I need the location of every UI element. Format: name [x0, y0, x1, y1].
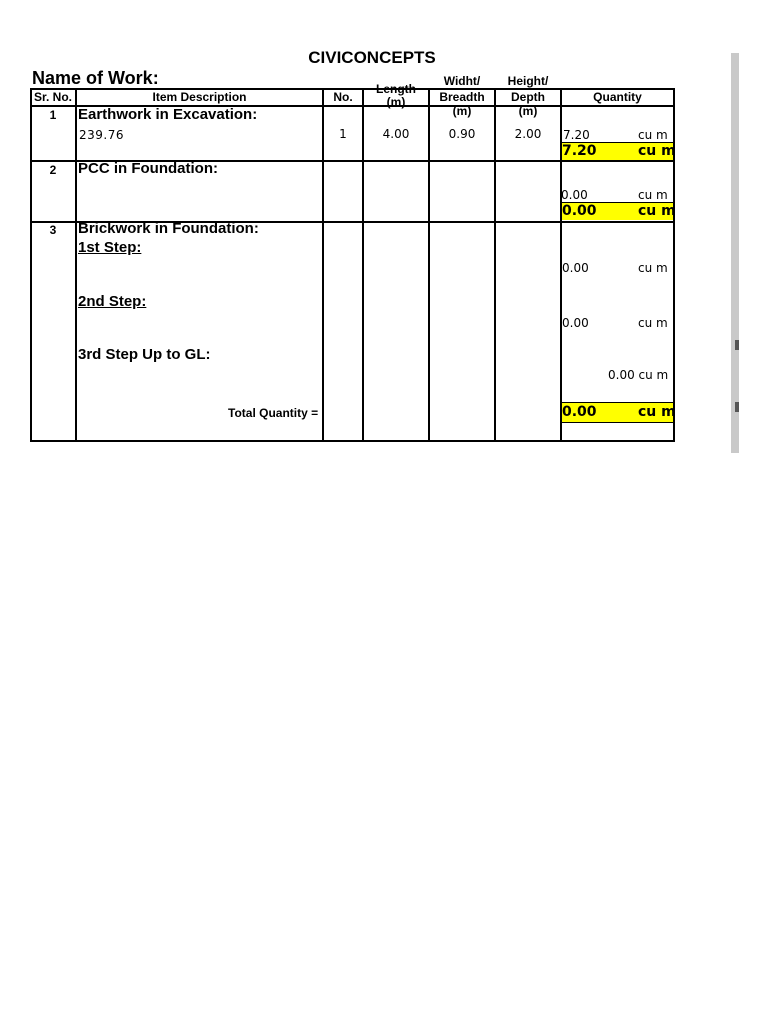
row3-step2-label: 2nd Step: [78, 293, 147, 310]
scrollbar-mark [735, 340, 739, 350]
qty-divider [560, 422, 675, 423]
row1-total-unit: cu m [638, 143, 676, 159]
row2-total-unit: cu m [638, 203, 676, 219]
total-quantity-label: Total Quantity = [228, 406, 319, 420]
column-divider [428, 88, 430, 442]
row3-step3-qty: 0.00 cu m [608, 368, 669, 382]
row3-step3-label: 3rd Step Up to GL: [78, 346, 211, 363]
row1-height: 2.00 [514, 127, 542, 141]
row2-qty-value: 0.00 [561, 188, 588, 202]
header-length-line1: Length [376, 82, 416, 96]
header-sr-no: Sr. No. [33, 90, 72, 104]
row1-no: 1 [339, 127, 347, 141]
row2-sr: 2 [49, 163, 57, 177]
header-height-line1: Height/ [507, 74, 549, 88]
row3-title: Brickwork in Foundation: [78, 220, 259, 237]
row1-subtext: 239.76 [79, 128, 124, 142]
table-border-bottom [30, 440, 675, 442]
row1-length: 4.00 [382, 127, 410, 141]
header-width [429, 75, 495, 118]
column-divider [75, 88, 77, 442]
row1-width: 0.90 [448, 127, 476, 141]
header-width-line2: Breadth [439, 90, 485, 104]
column-divider [494, 88, 496, 442]
row1-qty-unit: cu m [638, 128, 668, 142]
row1-total-value: 7.20 [562, 143, 597, 159]
row2-title: PCC in Foundation: [78, 160, 218, 177]
row3-step1-qty-value: 0.00 [562, 261, 589, 275]
column-divider [322, 88, 324, 442]
header-item-description: Item Description [152, 90, 247, 104]
name-of-work-label: Name of Work: [32, 68, 159, 88]
scrollbar-mark [735, 402, 739, 412]
table-border-left [30, 88, 32, 442]
column-divider [362, 88, 364, 442]
row3-step2-qty-unit: cu m [638, 316, 668, 330]
qty-divider [560, 402, 675, 403]
header-height [495, 75, 561, 118]
header-width-line3: (m) [452, 104, 472, 118]
row1-title: Earthwork in Excavation: [78, 106, 258, 123]
row3-total-value: 0.00 [562, 404, 597, 420]
row2-qty-unit: cu m [638, 188, 668, 202]
header-length-line2: (m) [386, 95, 406, 109]
row1-qty-value: 7.20 [563, 128, 590, 142]
header-length [363, 83, 429, 109]
row3-step1-qty-unit: cu m [638, 261, 668, 275]
row3-step2-qty-value: 0.00 [562, 316, 589, 330]
row1-sr: 1 [49, 108, 57, 122]
row2-total-value: 0.00 [562, 203, 597, 219]
header-quantity: Quantity [593, 90, 642, 104]
row3-sr: 3 [49, 223, 57, 237]
header-no: No. [333, 90, 353, 104]
scrollbar[interactable] [731, 53, 739, 453]
page-title: CIVICONCEPTS [308, 48, 436, 67]
header-height-line3: (m) [518, 104, 538, 118]
row3-step1-label: 1st Step: [78, 239, 142, 256]
header-height-line2: Depth [511, 90, 545, 104]
row3-total-unit: cu m [638, 404, 676, 420]
header-width-line1: Widht/ [443, 74, 481, 88]
